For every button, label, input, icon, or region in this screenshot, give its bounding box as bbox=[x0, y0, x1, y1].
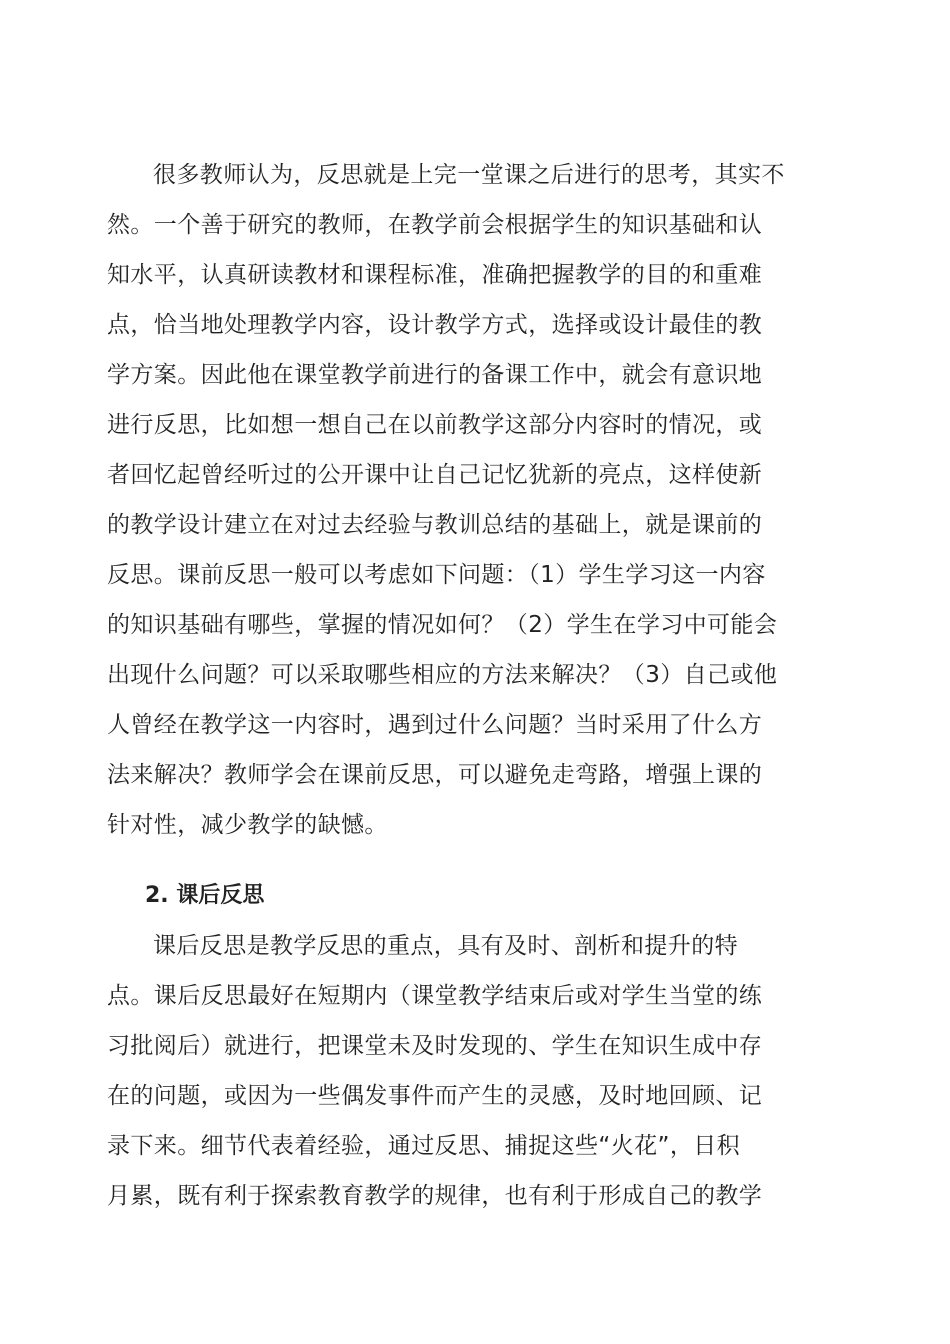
paragraph-line: 人曾经在教学这一内容时，遇到过什么问题？当时采用了什么方 bbox=[107, 712, 763, 738]
paragraph-line: 出现什么问题？可以采取哪些相应的方法来解决？（3）自己或他 bbox=[107, 662, 778, 688]
paragraph-line: 在的问题，或因为一些偶发事件而产生的灵感，及时地回顾、记 bbox=[107, 1083, 763, 1109]
paragraph-line: 录下来。细节代表着经验，通过反思、捕捉这些“火花”，日积 bbox=[107, 1133, 741, 1159]
paragraph-line: 学方案。因此他在课堂教学前进行的备课工作中，就会有意识地 bbox=[107, 362, 763, 388]
paragraph-line: 月累，既有利于探索教育教学的规律，也有利于形成自己的教学 bbox=[107, 1183, 763, 1209]
paragraph-line: 者回忆起曾经听过的公开课中让自己记忆犹新的亮点，这样使新 bbox=[107, 462, 763, 488]
paragraph-line: 点。课后反思最好在短期内（课堂教学结束后或对学生当堂的练 bbox=[107, 983, 763, 1009]
paragraph-line: 法来解决？教师学会在课前反思，可以避免走弯路，增强上课的 bbox=[107, 762, 763, 788]
paragraph-line: 课后反思是教学反思的重点，具有及时、剖析和提升的特 bbox=[153, 933, 738, 959]
section-heading: 2. 课后反思 bbox=[145, 883, 265, 908]
paragraph-line: 进行反思，比如想一想自己在以前教学这部分内容时的情况，或 bbox=[107, 412, 763, 438]
paragraph-line: 针对性，减少教学的缺憾。 bbox=[107, 812, 388, 838]
paragraph-line: 反思。课前反思一般可以考虑如下问题：（1）学生学习这一内容 bbox=[107, 562, 766, 588]
paragraph-line: 的知识基础有哪些，掌握的情况如何？（2）学生在学习中可能会 bbox=[107, 612, 778, 638]
paragraph-line: 知水平，认真研读教材和课程标准，准确把握教学的目的和重难 bbox=[107, 262, 763, 288]
paragraph-line: 点，恰当地处理教学内容，设计教学方式，选择或设计最佳的教 bbox=[107, 312, 763, 338]
paragraph-line: 很多教师认为，反思就是上完一堂课之后进行的思考，其实不 bbox=[153, 162, 785, 188]
paragraph-line: 然。一个善于研究的教师，在教学前会根据学生的知识基础和认 bbox=[107, 212, 763, 238]
paragraph-line: 习批阅后）就进行，把课堂未及时发现的、学生在知识生成中存 bbox=[107, 1033, 763, 1059]
paragraph-line: 的教学设计建立在对过去经验与教训总结的基础上，就是课前的 bbox=[107, 512, 763, 538]
